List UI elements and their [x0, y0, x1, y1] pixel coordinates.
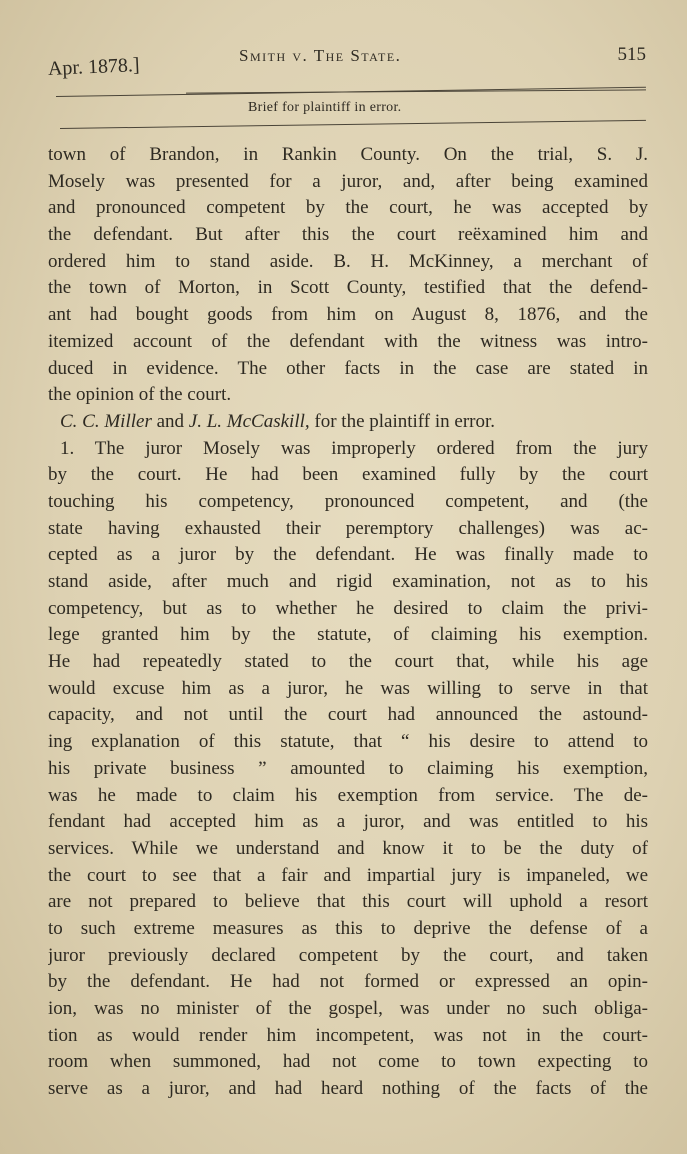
- text-line: He had repeatedly stated to the court that, while his age: [48, 651, 648, 673]
- counsel-line: [48, 409, 648, 436]
- text-line: itemized account of the defendant with the witness was intro-: [48, 330, 648, 352]
- text-line: competency, but as to whether he desired to claim the privi-: [48, 597, 648, 619]
- text-line: state having exhausted their peremptory challenges) was ac-: [48, 517, 648, 539]
- running-header: [44, 40, 654, 80]
- text-line: duced in evidence. The other facts in the case are stated in: [48, 357, 648, 379]
- text-line: fendant had accepted him as a juror, and was entitled to his: [48, 811, 648, 833]
- text-line: the opinion of the court.: [48, 384, 232, 406]
- text-line: touching his competency, pronounced competent, and (the: [48, 490, 648, 512]
- text-line: his private business ” amounted to claiming his exemption,: [48, 757, 648, 779]
- text-line: the court to see that a fair and impartial jury is impaneled, we: [48, 864, 648, 886]
- text-line: are not prepared to believe that this court will uphold a resort: [48, 891, 648, 913]
- text-line: ion, was no minister of the gospel, was under no such obliga-: [48, 998, 648, 1019]
- text-line: ant had bought goods from him on August 8, 1876, and the: [48, 304, 648, 326]
- text-line: lege granted him by the statute, of claiming his exemption.: [48, 624, 648, 646]
- header-page-number: 515: [617, 44, 646, 65]
- text-line: Mosely was presented for a juror, and, after being examined: [48, 170, 648, 192]
- text-line: serve as a juror, and had heard nothing of the facts of the: [48, 1078, 648, 1100]
- text-line: would excuse him as a juror, he was willing to serve in that: [48, 677, 648, 699]
- text-line: was he made to claim his exemption from service. The de-: [48, 784, 648, 806]
- text-line: town of Brandon, in Rankin County. On the trial, S. J.: [48, 144, 648, 165]
- text-line: to such extreme measures as this to deprive the defense of a: [48, 917, 648, 939]
- text-line: stand aside, after much and rigid examination, not as to his: [48, 571, 648, 592]
- counsel-name-1: C. C. Miller: [60, 410, 152, 432]
- body-text: [48, 142, 648, 1103]
- counsel-name-2: J. L. McCaskill,: [188, 410, 310, 432]
- counsel-role: for the plaintiff in error.: [314, 410, 496, 432]
- text-line: 1. The juror Mosely was improperly ordered from the jury: [60, 437, 648, 459]
- text-line: by the court. He had been examined fully by the court: [48, 464, 648, 486]
- text-line: room when summoned, had not come to town expecting to: [48, 1051, 648, 1073]
- text-line: ing explanation of this statute, that “ his desire to attend to: [48, 731, 648, 753]
- text-line: capacity, and not until the court had announced the astound-: [48, 704, 648, 726]
- text-line: ordered him to stand aside. B. H. McKinney, a merchant of: [48, 250, 648, 272]
- subheading-rule: [60, 120, 646, 129]
- header-date: Apr. 1878.]: [47, 54, 141, 80]
- text-line: tion as would render him incompetent, was not in the court-: [48, 1024, 648, 1046]
- subheading: Brief for plaintiff in error.: [248, 100, 402, 115]
- text-line: the town of Morton, in Scott County, testified that the defend-: [48, 277, 648, 299]
- text-line: cepted as a juror by the defendant. He was finally made to: [48, 544, 648, 566]
- text-line: by the defendant. He had not formed or expressed an opin-: [48, 971, 648, 993]
- text-line: and pronounced competent by the court, he was accepted by: [48, 197, 648, 219]
- header-case-title: Smith v. The State.: [239, 46, 402, 65]
- counsel-and: and: [156, 410, 185, 432]
- text-line: juror previously declared competent by the court, and taken: [48, 944, 648, 966]
- text-line: the defendant. But after this the court reëxamined him and: [48, 224, 648, 246]
- header-rule-mid: [186, 89, 646, 93]
- text-line: services. While we understand and know it to be the duty of: [48, 837, 648, 859]
